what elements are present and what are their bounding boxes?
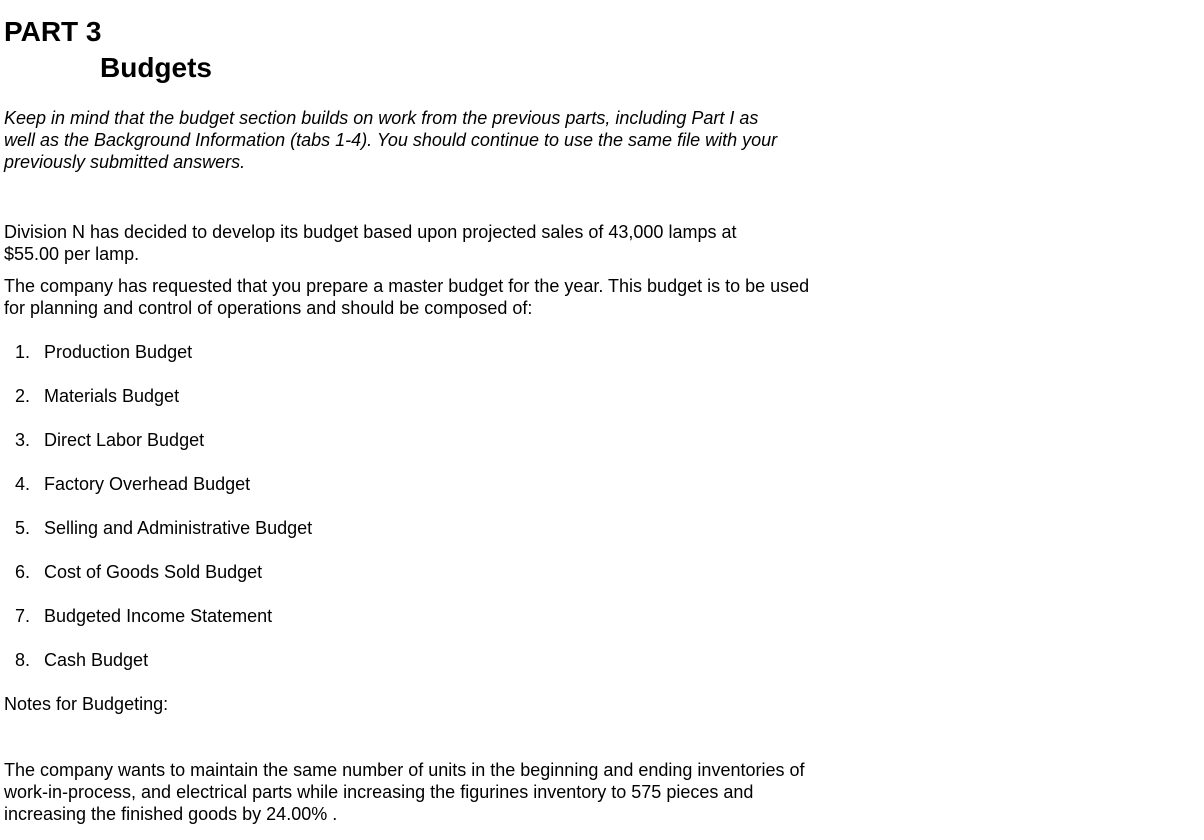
request-paragraph-line-1: The company has requested that you prepare a master budget for the year. This budget is to be used bbox=[4, 276, 810, 296]
list-item bbox=[0, 649, 600, 671]
list-item bbox=[0, 473, 600, 495]
list-item-label: Factory Overhead Budget bbox=[44, 474, 251, 494]
notes-line-2: work-in-process, and electrical parts while increasing the figurines inventory to 575 pieces and bbox=[4, 782, 754, 802]
notes-line-1: The company wants to maintain the same number of units in the beginning and ending inventories of bbox=[4, 760, 805, 780]
list-item-label: Budgeted Income Statement bbox=[44, 606, 273, 626]
list-item bbox=[0, 605, 600, 627]
list-item-label: Selling and Administrative Budget bbox=[44, 518, 313, 538]
intro-note-line-2: well as the Background Information (tabs 1-4). You should continue to use the same file with your bbox=[4, 130, 778, 150]
list-item-number: 3. bbox=[14, 430, 30, 450]
list-item-label: Cost of Goods Sold Budget bbox=[44, 562, 263, 582]
request-paragraph-line-2: for planning and control of operations and should be composed of: bbox=[4, 298, 533, 318]
list-item-label: Cash Budget bbox=[44, 650, 149, 670]
list-item bbox=[0, 561, 600, 583]
list-item bbox=[0, 385, 600, 407]
list-item bbox=[0, 429, 600, 451]
list-item-number: 4. bbox=[14, 474, 30, 494]
intro-note-line-3: previously submitted answers. bbox=[4, 152, 246, 172]
intro-note-line-1: Keep in mind that the budget section builds on work from the previous parts, including Part I as bbox=[4, 108, 759, 128]
list-item bbox=[0, 341, 600, 363]
part-label: PART 3 bbox=[4, 16, 102, 47]
list-item-label: Production Budget bbox=[44, 342, 193, 362]
division-paragraph-line-1: Division N has decided to develop its budget based upon projected sales of 43,000 lamps at bbox=[4, 222, 737, 242]
list-item-number: 6. bbox=[14, 562, 30, 582]
list-item-number: 7. bbox=[14, 606, 30, 626]
list-item-label: Direct Labor Budget bbox=[44, 430, 205, 450]
division-paragraph-line-2: $55.00 per lamp. bbox=[4, 244, 140, 264]
list-item-number: 1. bbox=[14, 342, 30, 362]
notes-heading: Notes for Budgeting: bbox=[4, 694, 169, 714]
list-item-number: 5. bbox=[14, 518, 30, 538]
list-item-number: 8. bbox=[14, 650, 30, 670]
list-item bbox=[0, 517, 600, 539]
notes-line-3: increasing the finished goods by 24.00% . bbox=[4, 804, 338, 824]
section-title: Budgets bbox=[100, 52, 212, 83]
list-item-label: Materials Budget bbox=[44, 386, 180, 406]
list-item-number: 2. bbox=[14, 386, 30, 406]
